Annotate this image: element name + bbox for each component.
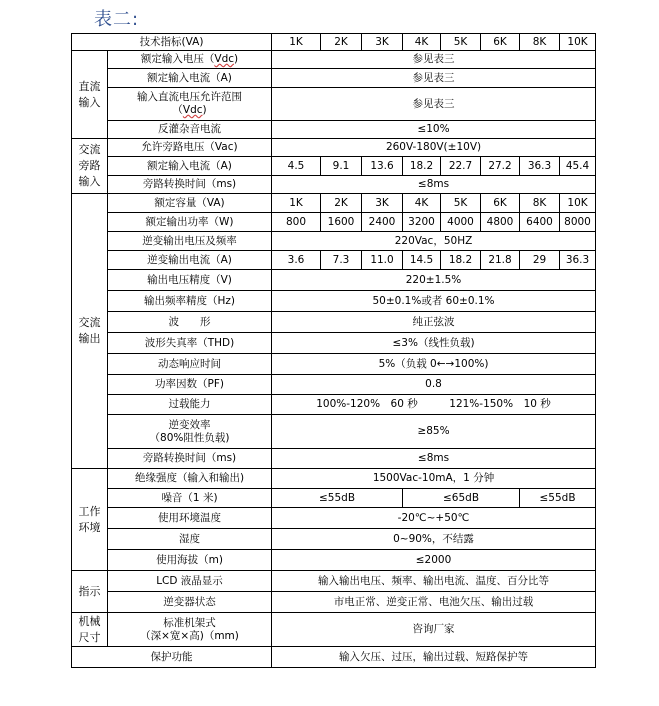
row-value: -20℃~+50℃ xyxy=(272,508,596,529)
table-row xyxy=(72,613,596,647)
row-label: 反灌杂音电流 xyxy=(108,121,272,139)
table-row xyxy=(72,354,596,375)
value-cell: 8K xyxy=(520,194,560,213)
category-ac-output: 交流输出 xyxy=(72,194,108,469)
row-label: 输出电压精度（V) xyxy=(108,270,272,291)
row-label: 标准机架式 （深×宽×高)（mm) xyxy=(108,613,272,647)
table-row xyxy=(72,51,596,69)
row-value: 参见表三 xyxy=(272,69,596,88)
table-row xyxy=(72,291,596,312)
value-cell: 27.2 xyxy=(481,157,520,176)
row-value: 参见表三 xyxy=(272,51,596,69)
value-cell: 45.4 xyxy=(560,157,596,176)
value-cell: 10K xyxy=(560,194,596,213)
spec-table xyxy=(71,33,596,668)
table-row xyxy=(72,395,596,415)
row-label: 额定输入电流（A) xyxy=(108,157,272,176)
category-indication: 指示 xyxy=(72,571,108,613)
row-value: 0.8 xyxy=(272,375,596,395)
row-value: 参见表三 xyxy=(272,88,596,121)
value-cell: 3200 xyxy=(403,213,441,232)
row-label: 额定输入电压（Vdc) xyxy=(108,51,272,69)
row-label: LCD 液晶显示 xyxy=(108,571,272,592)
model-cell: 3K xyxy=(362,34,403,51)
table-row xyxy=(72,213,596,232)
table-row xyxy=(72,194,596,213)
value-cell: 800 xyxy=(272,213,321,232)
row-value: ≤3%（线性负载) xyxy=(272,333,596,354)
value-cell: 2K xyxy=(321,194,362,213)
table-row xyxy=(72,469,596,489)
value-cell: 36.3 xyxy=(560,251,596,270)
table-row xyxy=(72,508,596,529)
model-cell: 6K xyxy=(481,34,520,51)
row-value: 50±0.1%或者 60±0.1% xyxy=(272,291,596,312)
value-cell: 18.2 xyxy=(441,251,481,270)
row-label: 输出频率精度（Hz) xyxy=(108,291,272,312)
value-cell: 22.7 xyxy=(441,157,481,176)
table-row xyxy=(72,312,596,333)
value-cell: 8000 xyxy=(560,213,596,232)
row-value: ≤10% xyxy=(272,121,596,139)
row-label: 过载能力 xyxy=(108,395,272,415)
value-cell: 14.5 xyxy=(403,251,441,270)
value-cell: 4.5 xyxy=(272,157,321,176)
value-cell: 11.0 xyxy=(362,251,403,270)
value-cell: ≤65dB xyxy=(403,489,520,508)
row-value: 220Vac，50HZ xyxy=(272,232,596,251)
category-ac-bypass: 交流旁路输入 xyxy=(72,139,108,194)
table-title: 表二: xyxy=(94,9,140,30)
row-label: 动态响应时间 xyxy=(108,354,272,375)
value-cell: 9.1 xyxy=(321,157,362,176)
table-row xyxy=(72,449,596,469)
table-row xyxy=(72,251,596,270)
row-value: 100%-120% 60 秒 121%-150% 10 秒 xyxy=(272,395,596,415)
row-label: 额定输出功率（W) xyxy=(108,213,272,232)
table-row xyxy=(72,69,596,88)
model-cell: 8K xyxy=(520,34,560,51)
value-cell: 6K xyxy=(481,194,520,213)
row-label: 输入直流电压允许范围 （Vdc) xyxy=(108,88,272,121)
table-row xyxy=(72,529,596,550)
row-value: ≤8ms xyxy=(272,449,596,469)
row-value: ≤2000 xyxy=(272,550,596,571)
row-label: 湿度 xyxy=(108,529,272,550)
header-label: 技术指标(VA) xyxy=(72,34,272,51)
table-row xyxy=(72,592,596,613)
table-row xyxy=(72,571,596,592)
row-label: 波 形 xyxy=(108,312,272,333)
table-row xyxy=(72,270,596,291)
row-value: 咨询厂家 xyxy=(272,613,596,647)
value-cell: 2400 xyxy=(362,213,403,232)
table-row xyxy=(72,647,596,668)
row-label: 噪音（1 米) xyxy=(108,489,272,508)
value-cell: 3.6 xyxy=(272,251,321,270)
category-mechanical: 机械尺寸 xyxy=(72,613,108,647)
row-label: 旁路转换时间（ms) xyxy=(108,176,272,194)
value-cell: 36.3 xyxy=(520,157,560,176)
table-row xyxy=(72,333,596,354)
value-cell: 1K xyxy=(272,194,321,213)
row-value: ≥85% xyxy=(272,415,596,449)
table-row xyxy=(72,121,596,139)
table-row xyxy=(72,88,596,121)
row-value: ≤8ms xyxy=(272,176,596,194)
value-cell: ≤55dB xyxy=(520,489,596,508)
table-row xyxy=(72,157,596,176)
row-label: 额定输入电流（A) xyxy=(108,69,272,88)
row-label: 额定容量（VA) xyxy=(108,194,272,213)
value-cell: 7.3 xyxy=(321,251,362,270)
category-environment: 工作环境 xyxy=(72,469,108,571)
table-row xyxy=(72,176,596,194)
value-cell: 29 xyxy=(520,251,560,270)
row-value: 220±1.5% xyxy=(272,270,596,291)
row-value: 1500Vac-10mA，1 分钟 xyxy=(272,469,596,489)
row-label: 波形失真率（THD) xyxy=(108,333,272,354)
model-cell: 10K xyxy=(560,34,596,51)
header-row xyxy=(72,34,596,51)
row-label: 使用环境温度 xyxy=(108,508,272,529)
value-cell: 18.2 xyxy=(403,157,441,176)
model-cell: 1K xyxy=(272,34,321,51)
row-label: 使用海拔（m) xyxy=(108,550,272,571)
row-label: 旁路转换时间（ms) xyxy=(108,449,272,469)
row-label: 允许旁路电压（Vac) xyxy=(108,139,272,157)
value-cell: 5K xyxy=(441,194,481,213)
row-label: 功率因数（PF) xyxy=(108,375,272,395)
row-label: 逆变器状态 xyxy=(108,592,272,613)
table-row xyxy=(72,489,596,508)
value-cell: 13.6 xyxy=(362,157,403,176)
row-value: 市电正常、逆变正常、电池欠压、输出过载 xyxy=(272,592,596,613)
value-cell: 4800 xyxy=(481,213,520,232)
table-row xyxy=(72,139,596,157)
table-row xyxy=(72,232,596,251)
value-cell: 4000 xyxy=(441,213,481,232)
value-cell: ≤55dB xyxy=(272,489,403,508)
row-value: 输入欠压、过压，输出过载、短路保护等 xyxy=(272,647,596,668)
table-row xyxy=(72,415,596,449)
table-row xyxy=(72,550,596,571)
table-row xyxy=(72,375,596,395)
value-cell: 1600 xyxy=(321,213,362,232)
value-cell: 3K xyxy=(362,194,403,213)
category-dc-input: 直流输入 xyxy=(72,51,108,139)
row-label: 保护功能 xyxy=(72,647,272,668)
row-label: 逆变效率 （80%阻性负载) xyxy=(108,415,272,449)
value-cell: 6400 xyxy=(520,213,560,232)
row-value: 260V-180V(±10V) xyxy=(272,139,596,157)
row-label: 逆变输出电流（A) xyxy=(108,251,272,270)
row-value: 0~90%，不结露 xyxy=(272,529,596,550)
value-cell: 4K xyxy=(403,194,441,213)
model-cell: 5K xyxy=(441,34,481,51)
row-label: 逆变输出电压及频率 xyxy=(108,232,272,251)
row-value: 5%（负载 0←→100%) xyxy=(272,354,596,375)
model-cell: 4K xyxy=(403,34,441,51)
value-cell: 21.8 xyxy=(481,251,520,270)
row-label: 绝缘强度（输入和输出) xyxy=(108,469,272,489)
model-cell: 2K xyxy=(321,34,362,51)
row-value: 输入输出电压、频率、输出电流、温度、百分比等 xyxy=(272,571,596,592)
row-value: 纯正弦波 xyxy=(272,312,596,333)
